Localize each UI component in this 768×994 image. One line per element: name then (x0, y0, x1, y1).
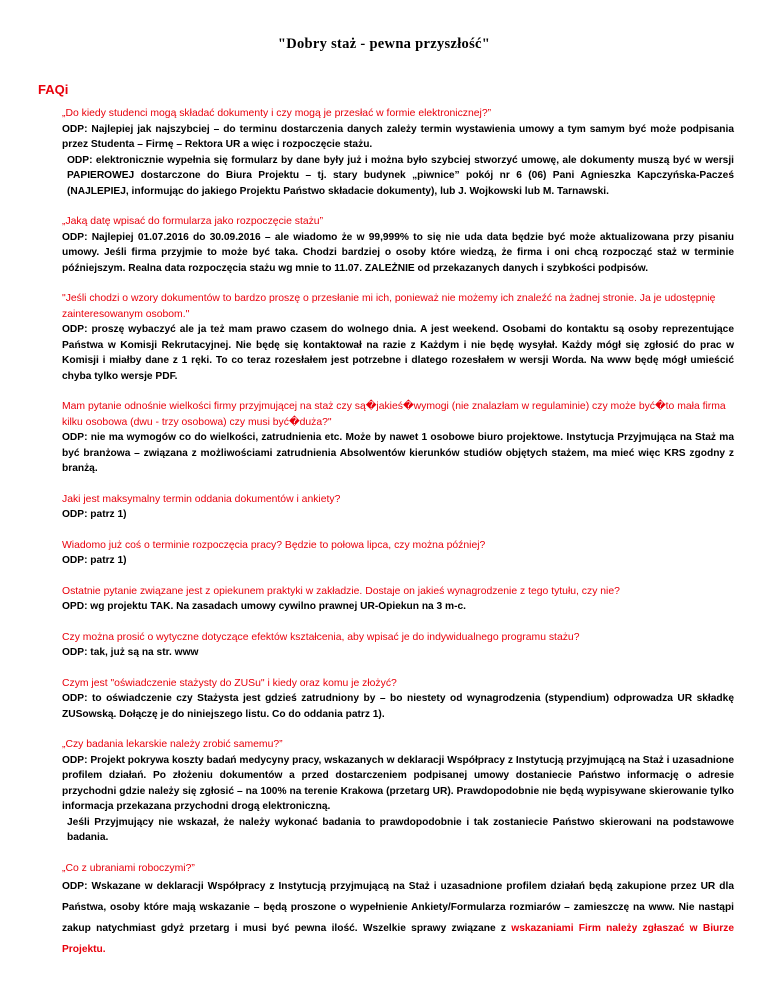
faq-item (62, 861, 734, 961)
faq-answer: Jeśli Przyjmujący nie wskazał, że należy wykonać badania to prawdopodobnie i tak zostaniecie Państwo skierowani na podstawowe badania. (67, 816, 734, 843)
faq-answer-text: wskazaniami Firm należy zgłaszać w Biurze Projektu. (62, 923, 734, 955)
faq-question: Czym jest "oświadczenie stażysty do ZUSu" i kiedy oraz komu je złożyć? (62, 677, 397, 689)
faq-item (62, 630, 734, 661)
faq-answer-text: ODP: Wskazane w deklaracji Współpracy z Instytucją przyjmującą na Staż i uzasadnione profilem działań będą zakupione przez UR dla Państwa, osoby które mają wskazanie – będą proszone o wypełnienie Ankiety/Formularza rozmiarów – zamieszczę na www. Nie nastąpi zakup natychmiast gdyż przetarg i musi być pewna ilość. Wszelkie sprawy związane z (62, 881, 734, 934)
faq-item (62, 214, 734, 276)
faq-answer: ODP: nie ma wymogów co do wielkości, zatrudnienia etc. Może by nawet 1 osobowe biuro projektowe. Instytucja Przyjmująca na Staż ma być branżowa – związana z możliwościami zatrudnienia Absolwentów kierunków studiów objętych stażem, ma mieć więc KRS zgodny z branżą. (62, 432, 734, 474)
faq-item (62, 676, 734, 723)
faq-answer: ODP: patrz 1) (62, 555, 127, 566)
document-title: "Dobry staż - pewna przyszłość" (277, 36, 491, 52)
faq-answer: ODP: tak, już są na str. www (62, 647, 199, 658)
faq-question: Ostatnie pytanie związane jest z opiekunem praktyki w zakładzie. Dostaje on jakieś wynagrodzenie z tego tytułu, czy nie? (62, 585, 620, 597)
faq-item (62, 584, 734, 615)
faq-answer: ODP: proszę wybaczyć ale ja też mam prawo czasem do wolnego dnia. A jest weekend. Osobami do kontaktu są osoby reprezentujące Państwa w Komisji Rekrutacyjnej. Nie będę się kontaktował na razie z Każdym i nie będę wysyłał. Każdy mógł się zgłosić do prac w Komisji i miałby dane z 1 ręki. To co teraz rozesłałem jest potrzebne i dlatego rozesłałem w wersji Worda. Na www będę mógł umieścić chyba tylko wersje PDF. (62, 324, 734, 382)
faq-answer: OPD: wg projektu TAK. Na zasadach umowy cywilno prawnej UR-Opiekun na 3 m-c. (62, 601, 466, 612)
faq-answer: ODP: Najlepiej jak najszybciej – do terminu dostarczenia danych zależy termin wystawienia umowy a tym samym być może podpisania przez Studenta – Firmę – Rektora UR a więc i rozpoczęcie stażu. (62, 123, 734, 150)
faq-answer: ODP: elektronicznie wypełnia się formularz by dane były już i można było szybciej stworzyć umowę, ale dokumenty muszą być w wersji PAPIEROWEJ dostarczone do Biura Projektu – tj. stary budynek „piwnice” pokój nr 6 (06) Pani Agnieszka Kapczyńska-Pacześ (NAJLEPIEJ, informując do jakiego Projektu Państwo składacie dokumenty), lub J. Wojkowski lub M. Tarnawski. (67, 154, 734, 197)
faq-question: „Co z ubraniami roboczymi?” (62, 862, 195, 874)
faq-answer: ODP: patrz 1) (62, 509, 127, 520)
faq-answer: ODP: to oświadczenie czy Stażysta jest gdzieś zatrudniony by – bo niestety od wynagrodzenia (stypendium) odprowadza UR składkę ZUSowską. Dołączę je do niniejszego listu. Co do oddania patrz 1). (62, 693, 734, 720)
faq-heading: FAQi (38, 82, 69, 97)
faq-question: „Czy badania lekarskie należy zrobić samemu?” (62, 739, 283, 750)
faq-question: Jaki jest maksymalny termin oddania dokumentów i ankiety? (62, 493, 341, 505)
faq-answer (62, 876, 734, 960)
faq-question: „Jaką datę wpisać do formularza jako rozpoczęcie stażu” (62, 216, 324, 227)
faq-list (62, 106, 734, 975)
faq-question: „Do kiedy studenci mogą składać dokumenty i czy mogą je przesłać w formie elektronicznej?” (62, 108, 492, 119)
faq-question: "Jeśli chodzi o wzory dokumentów to bardzo proszę o przesłanie mi ich, ponieważ nie możemy ich znaleźć na żadnej stronie. Ja je udostępnię zainteresowanym osobom." (62, 293, 716, 320)
faq-answer: ODP: Najlepiej 01.07.2016 do 30.09.2016 – ale wiadomo że w 99,999% to się nie uda data będzie być może aktualizowana przy pisaniu umowy. Jeśli firma przyjmie to może być taka. Chodzi bardziej o osoby które wiedzą, że firma i oni chcą rozpocząć staż w terminie późniejszym. Realna data rozpoczęcia stażu wg mnie to 11.07. ZALEŻNIE od przekazanych danych i szybkości podpisów. (62, 231, 734, 274)
faq-item (62, 538, 734, 569)
faq-item (62, 291, 734, 384)
faq-question: Czy można prosić o wytyczne dotyczące efektów kształcenia, aby wpisać je do indywidualnego programu stażu? (62, 631, 580, 643)
faq-answer: ODP: Projekt pokrywa koszty badań medycyny pracy, wskazanych w deklaracji Współpracy z Instytucją przyjmującą na Staż i uzasadnione profilem działań. Po złożeniu dokumentów a przed dostarczeniem podpisanej umowy dostaniecie Państwo informację o adresie przychodni gdzie należy się zgłosić – na 100% na terenie Krakowa (przetarg UR). Prawdopodobnie nie będą wypisywane skierowanie tylko informacja przekazana przychodni drogą elektroniczną. (62, 754, 734, 812)
faq-question: Mam pytanie odnośnie wielkości firmy przyjmującej na staż czy są�jakieś�wymogi (nie znalazłam w regulaminie) czy może być�to mała firma kilku osobowa (dwu - trzy osobowa) czy musi być�duża?" (62, 401, 726, 428)
faq-item (62, 492, 734, 523)
faq-question: Wiadomo już coś o terminie rozpoczęcia pracy? Będzie to połowa lipca, czy można później? (62, 539, 486, 551)
faq-item (62, 399, 734, 477)
faq-item (62, 737, 734, 846)
faq-item (62, 106, 734, 199)
